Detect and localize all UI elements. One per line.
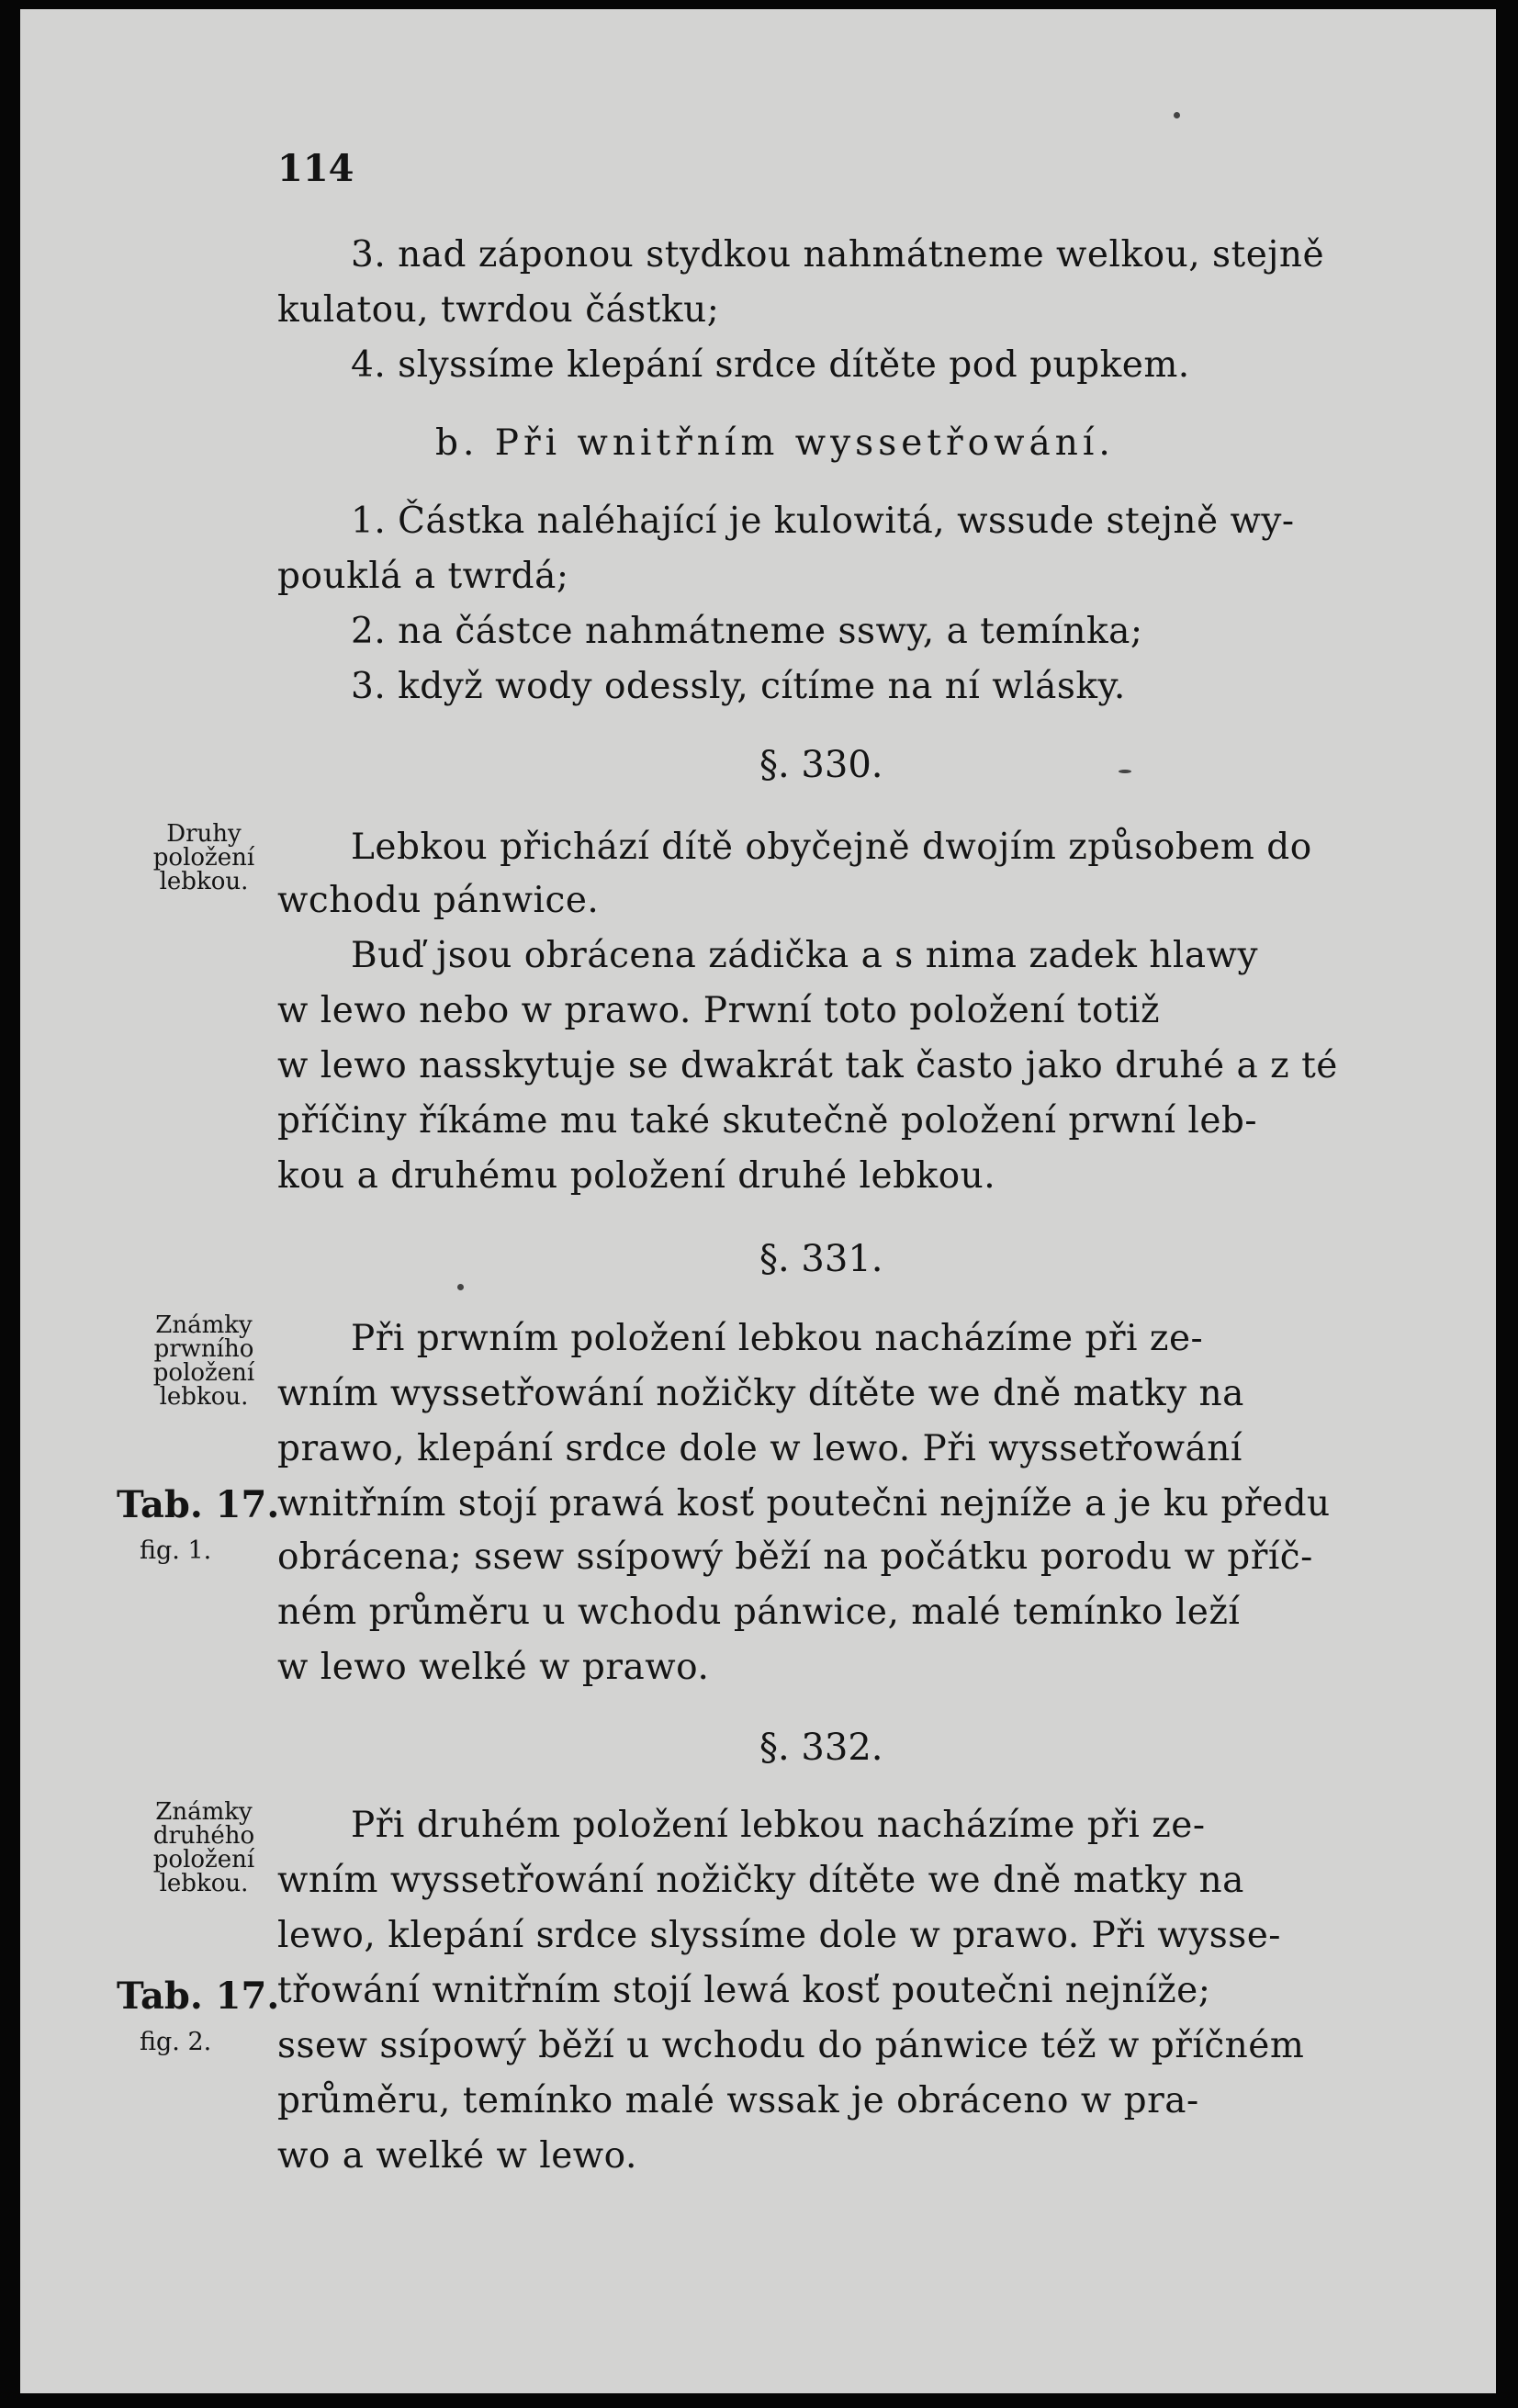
text-line: 4. slyssíme klepání srdce dítěte pod pupkem. [351,344,1190,386]
table-reference: Tab. 17. [117,1975,280,2018]
text-line: obrácena; ssew ssípowý běží na počátku porodu w příč- [277,1536,1313,1578]
text-line: Při druhém položení lebkou nacházíme při ze- [351,1805,1206,1846]
table-reference: Tab. 17. [117,1483,280,1526]
book-page [20,9,1496,2393]
margin-note: Druhy položení lebkou. [152,820,255,895]
text-line: w lewo nasskytuje se dwakrát tak často jako druhé a z té [277,1045,1338,1086]
text-line: lewo, klepání srdce slyssíme dole w prawo. Při wysse- [277,1915,1281,1956]
page-number: 114 [277,147,354,190]
text-line: kulatou, twrdou částku; [277,289,720,331]
text-line: Při prwním položení lebkou nacházíme při ze- [351,1318,1204,1359]
text-line: ném průměru u wchodu pánwice, malé temínko leží [277,1592,1241,1633]
section-heading: §. 331. [759,1238,883,1280]
text-line: wo a welké w lewo. [277,2135,637,2177]
text-line: pouklá a twrdá; [277,556,569,597]
text-line: prawo, klepání srdce dole w lewo. Při wyssetřowání [277,1428,1243,1469]
text-line: w lewo welké w prawo. [277,1647,710,1688]
text-line: 3. nad záponou stydkou nahmátneme welkou, stejně [351,234,1325,276]
text-line: příčiny říkáme mu také skutečně položení prwní leb- [277,1100,1258,1142]
paper-speck [1174,112,1180,118]
text-line: Lebkou přichází dítě obyčejně dwojím způsobem do [351,827,1312,868]
text-line: wchodu pánwice. [277,880,600,921]
text-line: ssew ssípowý běží u wchodu do pánwice též w příčném [277,2025,1305,2066]
figure-reference: fig. 1. [140,1536,212,1565]
text-line: 1. Částka naléhající je kulowitá, wssude stejně wy- [351,501,1295,542]
margin-note: Známky prwního položení lebkou. [152,1311,255,1411]
margin-note: Známky druhého položení lebkou. [152,1798,255,1897]
text-line: 3. když wody odessly, cítíme na ní wlásky. [351,666,1126,707]
text-line: w lewo nebo w prawo. Prwní toto položení totiž [277,990,1161,1031]
paper-speck [1119,770,1131,773]
sub-heading: b. Při wnitřním wyssetřowání. [435,422,1115,464]
text-line: 2. na částce nahmátneme sswy, a temínka; [351,611,1143,652]
section-heading: §. 330. [759,744,883,786]
text-line: kou a druhému položení druhé lebkou. [277,1155,996,1197]
section-heading: §. 332. [759,1727,883,1769]
text-line: wním wyssetřowání nožičky dítěte we dně matky na [277,1373,1244,1414]
text-line: třowání wnitřním stojí lewá kosť poutečni nejníže; [277,1970,1211,2011]
figure-reference: fig. 2. [140,2028,212,2056]
text-line: wnitřním stojí prawá kosť poutečni nejníže a je ku předu [277,1483,1331,1525]
text-line: průměru, temínko malé wssak je obráceno w pra- [277,2080,1199,2121]
text-line: wním wyssetřowání nožičky dítěte we dně matky na [277,1860,1244,1901]
paper-speck [457,1284,464,1290]
text-line: Buď jsou obrácena zádička a s nima zadek hlawy [351,935,1259,976]
